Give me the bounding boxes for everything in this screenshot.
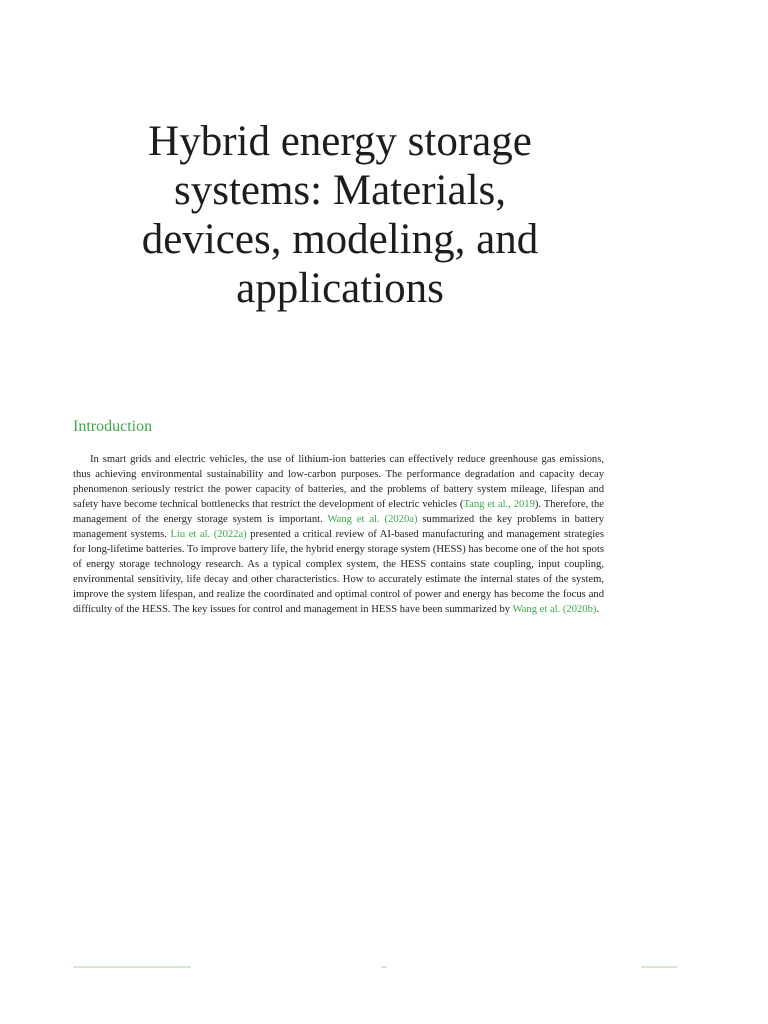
footer-mark bbox=[641, 966, 677, 968]
section-heading: Introduction bbox=[73, 418, 153, 435]
title-line: applications bbox=[236, 265, 444, 312]
footer-mark bbox=[381, 966, 387, 968]
citation-link[interactable]: Liu et al. (2022a) bbox=[170, 529, 247, 540]
page-title bbox=[90, 117, 590, 313]
body-text-run: summarized the key problems in battery management systems. bbox=[73, 514, 604, 540]
body-text-run: ). Therefore, the management of the energy storage system is important. bbox=[73, 499, 604, 525]
body-text-run: In smart grids and electric vehicles, the use of lithium-ion batteries can effectively reduce greenhouse gas emissions, thus achieving environmental sustainability and low-carbon purposes. The performance degradation and capacity decay phenomenon seriously restrict the power capacity of batteries, and the problems of battery system mileage, lifespan and safety have become technical bottlenecks that restrict the development of electric vehicles ( bbox=[73, 454, 604, 510]
footer-mark bbox=[73, 966, 191, 968]
title-line: systems: Materials, bbox=[173, 167, 506, 214]
title-line: Hybrid energy storage bbox=[148, 118, 532, 165]
introduction-paragraph bbox=[73, 452, 604, 617]
body-text-run: presented a critical review of AI-based manufacturing and management strategies for long-lifetime batteries. To improve battery life, the hybrid energy storage system (HESS) has become one of the hot spots of energy storage technology research. As a typical complex system, the HESS contains state coupling, input coupling, environmental sensitivity, life decay and other characteristics. How to accurately estimate the internal states of the system, improve the system lifespan, and realize the coordinated and optimal control of power and energy has become the focus and difficulty of the HESS. The key issues for control and management in HESS have been summarized by bbox=[73, 529, 605, 615]
body-text-run: . bbox=[596, 604, 600, 615]
citation-link[interactable]: Wang et al. (2020a) bbox=[327, 514, 418, 525]
citation-link[interactable]: Wang et al. (2020b) bbox=[512, 604, 597, 615]
title-line: devices, modeling, and bbox=[141, 216, 539, 263]
citation-link[interactable]: Tang et al., 2019 bbox=[463, 499, 535, 510]
footer-strip bbox=[73, 966, 683, 972]
